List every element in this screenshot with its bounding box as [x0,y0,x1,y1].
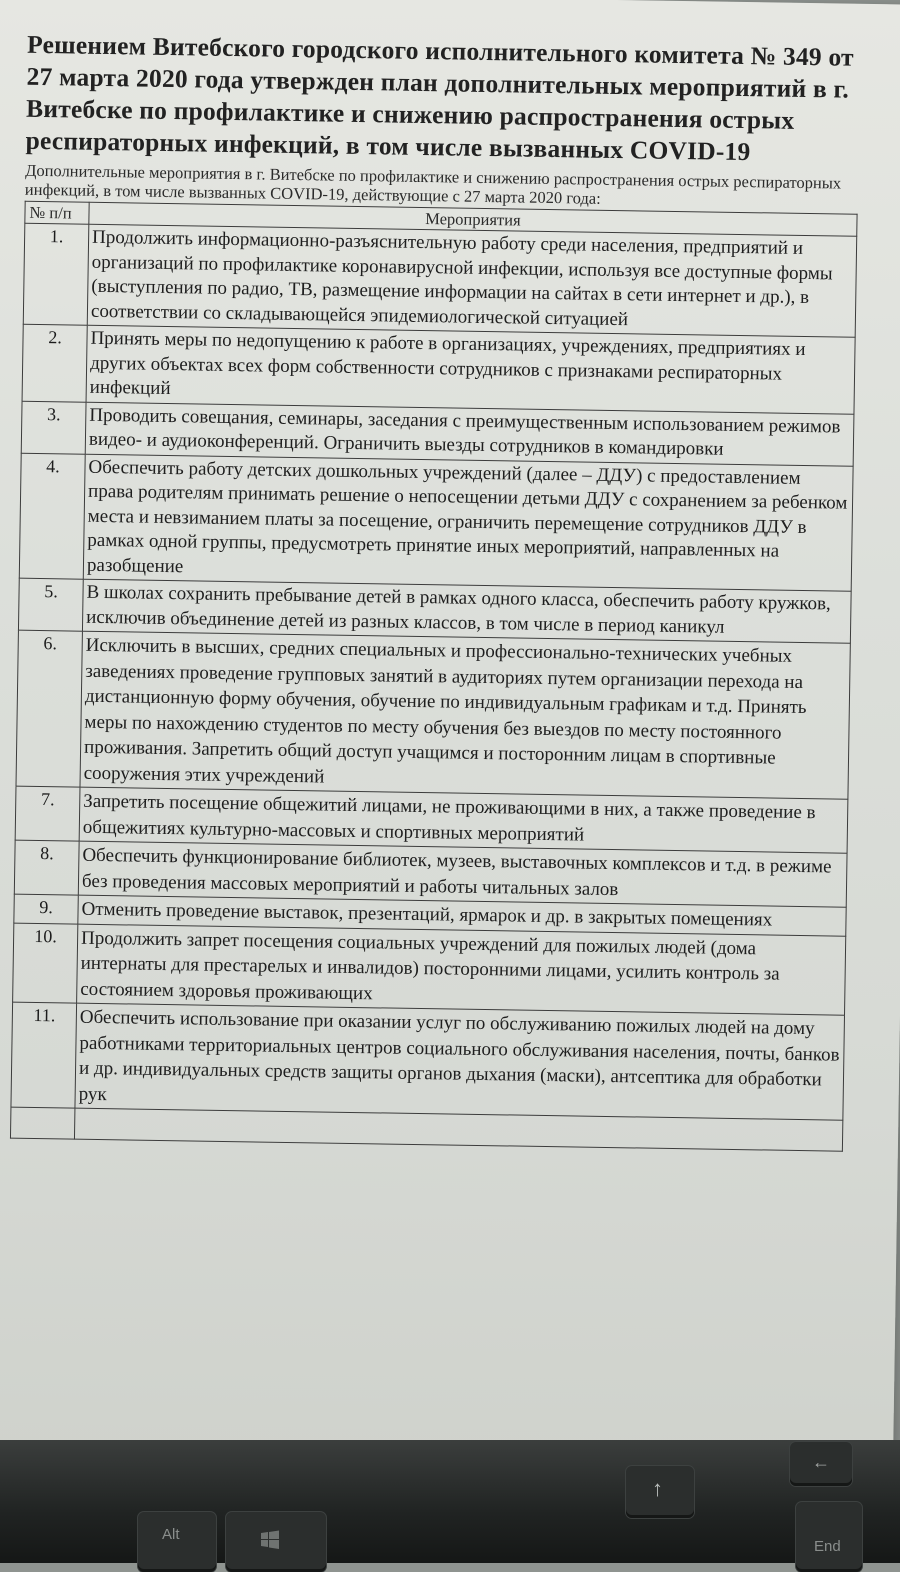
laptop-keyboard [0,1440,900,1563]
row-measure-text: Обеспечить работу детских дошкольных учреждений (далее – ДДУ) с предоставлением права родителям принимать решение о непосещении детьми ДДУ с сохранением за ребенком места и невзиманием платы за посещение, ограничить перемещение сотрудников ДДУ в рамках одной группы, предусмотреть принятие иных мероприятий, направленных на разобщение [83,454,853,592]
windows-icon [260,1530,280,1554]
row-measure-text: Запретить посещение общежитий лицами, не проживающими в них, а также проведение в общежитиях культурно-массовых и спортивных мероприятий [79,787,848,853]
row-number: 1. [23,223,89,325]
row-measure-text: Продолжить информационно-разъяснительную работу среди населения, предприятий и организаций по профилактике коронавирусной инфекции, используя все доступные формы (выступления по радио, ТВ, размещение информации на сайтах в сети интернет и др.), в соответствии со складывающейся эпидемиологической ситуацией [87,224,856,337]
row-number: 5. [18,578,83,631]
row-number: 11. [11,1002,77,1108]
up-arrow-key [626,1466,694,1518]
row-measure-text: Принять меры по недопущению к работе в организациях, учреждениях, предприятиях и других объектах всех форм собственности сотрудников с признаками респираторных инфекций [86,325,855,414]
alt-key-label: Alt [162,1526,180,1543]
table-row [19,453,853,592]
end-key-label: End [814,1538,841,1555]
row-measure-text: Обеспечить использование при оказании услуг по обслуживанию пожилых людей на дому работниками территориальных центров социального обслуживания населения, почты, банков и др. индивидуальных средств защиты органов дыхания (маски), антсептика для обработки рук [75,1003,845,1120]
row-number: 3. [21,401,86,454]
row-measure-text: Исключить в высших, средних специальных и профессионально-технических учебных заведениях проведение групповых занятий в аудиториях путем организации перехода на дистанционную форму обучения, обучение по индивидуальным графикам и т.д. Принять меры по нахождению студентов по месту обучения без выездов по месту постоянного проживания. Запретить общий доступ учащимся и посторонним лицам в спортивные сооружения этих учреждений [80,631,850,799]
end-key [796,1502,862,1572]
windows-key [226,1512,326,1572]
row-measure-text: Продолжить запрет посещения социальных учреждений для пожилых людей (дома интернаты для престарелых и инвалидов) посторонними лицами, усилить контроль за состоянием здоровья проживающих [77,924,846,1016]
alt-key [138,1512,216,1572]
empty-cell [10,1107,74,1139]
column-header-measures: Мероприятия [89,202,857,236]
column-header-number: № п/п [25,201,89,224]
row-number: 6. [16,630,82,787]
document-title: Решением Витебского городского исполнительного комитета № 349 от 27 марта 2020 года утвержден план дополнительных мероприятий в г. Витебске по профилактике и снижению распространения острых респираторных инфекций, в том числе вызванных COVID-19 [25,29,855,167]
up-arrow-icon: ↑ [652,1476,663,1501]
row-number: 9. [14,894,78,924]
document-content [10,29,872,1152]
left-arrow-key [790,1442,852,1486]
table-row [23,223,856,337]
table-row [13,923,846,1016]
row-measure-text: В школах сохранить пребывание детей в рамках одного класса, обеспечить работу кружков, исключив объединение детей из разных классов, в том числе в период каникул [82,579,851,643]
table-row [16,630,850,799]
row-number: 4. [19,453,85,579]
row-number: 10. [13,923,78,1003]
row-number: 8. [14,840,79,895]
left-arrow-icon: ← [812,1452,830,1472]
table-row [22,324,855,414]
row-number: 2. [22,324,87,401]
row-measure-text: Проводить совещания, семинары, заседания с преимущественным использованием режимов видео- и аудиоконференций. Ограничить выезды сотрудников в командировки [85,402,854,466]
table-row [11,1002,845,1120]
measures-table [10,201,858,1152]
row-measure-text: Обеспечить функционирование библиотек, музеев, выставочных комплексов и т.д. в режиме без проведения массовых мероприятий и работы читальных залов [78,841,847,907]
row-number: 7. [15,786,80,841]
document-subtitle: Дополнительные мероприятия в г. Витебске по профилактике и снижению распространения острых респираторных инфекций, в том числе вызванных COVID-19, действующие с 27 марта 2020 года: [24,160,842,208]
row-measure-text: Отменить проведение выставок, презентаций, ярмарок и др. в закрытых помещениях [78,895,846,936]
